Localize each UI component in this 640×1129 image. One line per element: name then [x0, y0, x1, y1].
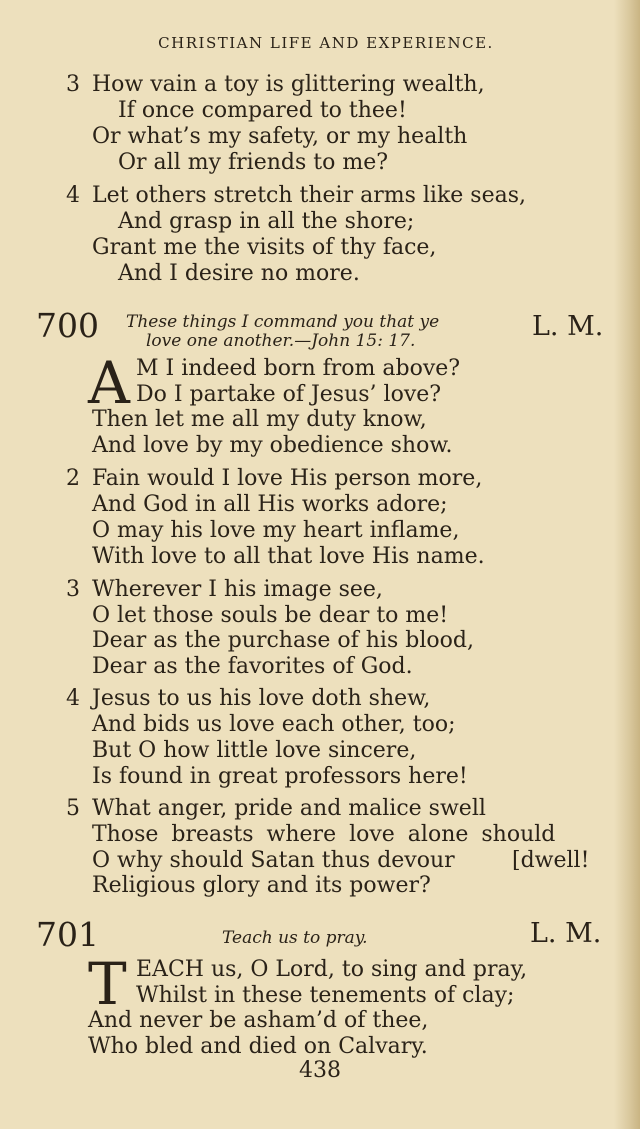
- verse-line: Or what’s my safety, or my health: [92, 124, 468, 149]
- verse-line: What anger, pride and malice swell: [92, 796, 486, 821]
- verse-line: Fain would I love His person more,: [92, 466, 483, 491]
- verse-line: Dear as the purchase of his blood,: [92, 628, 474, 653]
- verse-line: Who bled and died on Calvary.: [88, 1034, 428, 1059]
- verse-line: Do I partake of Jesus’ love?: [136, 382, 442, 407]
- verse-line: And bids us love each other, too;: [92, 712, 456, 737]
- hymn-epigraph-ref: love one another.—John 15: 17.: [146, 331, 416, 351]
- verse-number: 3: [66, 577, 80, 602]
- page-number: 438: [299, 1058, 341, 1083]
- verse-line: How vain a toy is glittering wealth,: [92, 72, 485, 97]
- verse-line: But O how little love sincere,: [92, 738, 417, 763]
- hymn-meter: L. M.: [530, 918, 602, 949]
- verse-line: Or all my friends to me?: [118, 150, 389, 175]
- verse-line: Dear as the favorites of God.: [92, 654, 413, 679]
- verse-line: Whilst in these tenements of clay;: [136, 983, 515, 1008]
- hymn-number: 701: [36, 915, 99, 954]
- verse-line: And never be asham’d of thee,: [88, 1008, 429, 1033]
- hymn-epigraph: Teach us to pray.: [222, 928, 368, 948]
- verse-line: If once compared to thee!: [118, 98, 407, 123]
- drop-cap: A: [88, 349, 130, 417]
- verse-line: Is found in great professors here!: [92, 764, 468, 789]
- verse-line: O may his love my heart inflame,: [92, 518, 460, 543]
- verse-line: And love by my obedience show.: [92, 433, 453, 458]
- verse-number: 2: [66, 466, 80, 491]
- verse-line: Jesus to us his love doth shew,: [92, 686, 431, 711]
- hymn-epigraph: These things I command you that ye: [126, 312, 440, 332]
- hymn-meter: L. M.: [532, 311, 604, 342]
- verse-line: Religious glory and its power?: [92, 873, 431, 898]
- verse-number: 4: [66, 686, 80, 711]
- verse-line: EACH us, O Lord, to sing and pray,: [136, 957, 528, 982]
- verse-line: And I desire no more.: [118, 261, 360, 286]
- page-edge-shadow: [614, 0, 640, 1129]
- verse-number: 3: [66, 72, 80, 97]
- verse-line: Let others stretch their arms like seas,: [92, 183, 527, 208]
- verse-line: O let those souls be dear to me!: [92, 603, 449, 628]
- verse-line: And God in all His works adore;: [92, 492, 448, 517]
- verse-overflow: [dwell!: [512, 848, 590, 873]
- verse-line: Those breasts where love alone should: [92, 822, 556, 847]
- verse-line: M I indeed born from above?: [136, 356, 461, 381]
- hymn-number: 700: [36, 306, 99, 345]
- verse-number: 4: [66, 183, 80, 208]
- verse-line: Then let me all my duty know,: [92, 407, 427, 432]
- verse-line: Grant me the visits of thy face,: [92, 235, 437, 260]
- running-header: CHRISTIAN LIFE AND EXPERIENCE.: [158, 34, 494, 52]
- verse-line: O why should Satan thus devour: [92, 848, 455, 873]
- verse-line: And grasp in all the shore;: [118, 209, 415, 234]
- verse-number: 5: [66, 796, 80, 821]
- verse-line: With love to all that love His name.: [92, 544, 485, 569]
- drop-cap: T: [88, 950, 127, 1018]
- verse-line: Wherever I his image see,: [92, 577, 383, 602]
